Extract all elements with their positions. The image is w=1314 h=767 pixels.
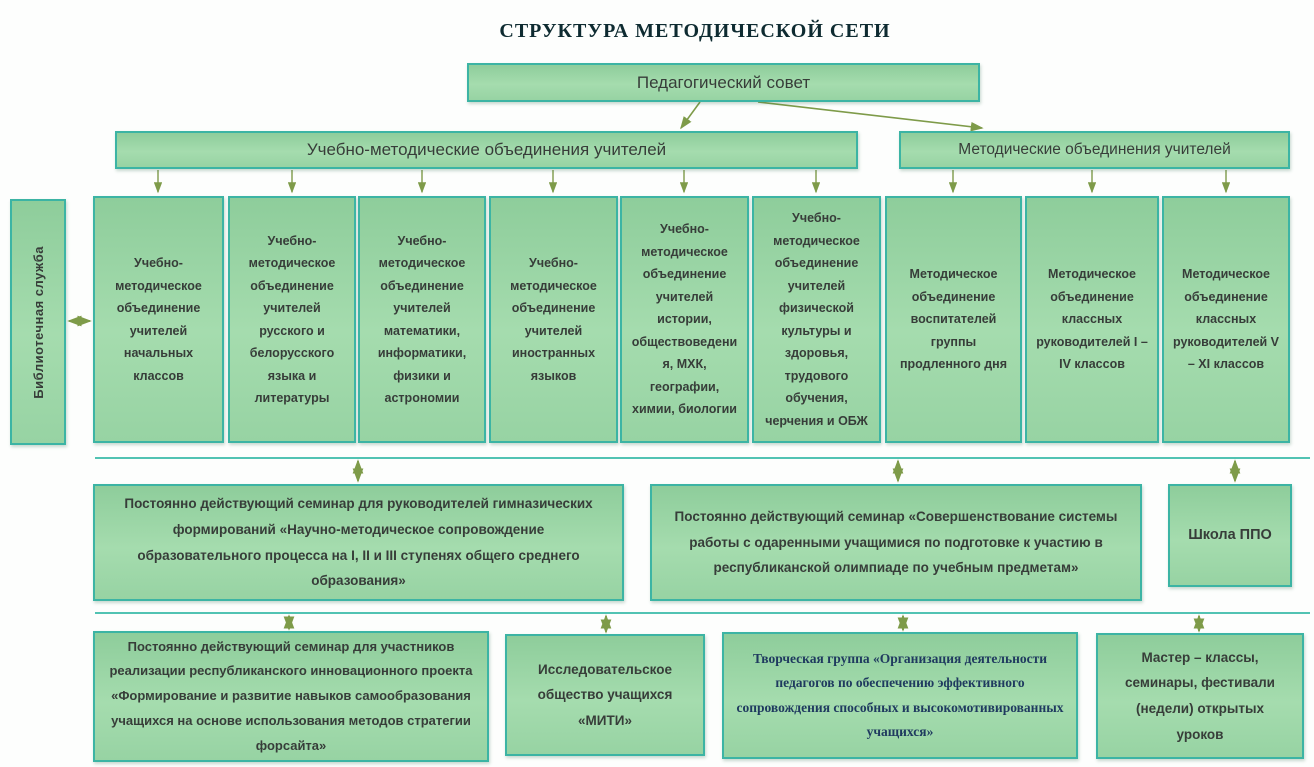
box-mo-header: Методические объединения учителей — [899, 131, 1290, 169]
box-seminar-olympiad: Постоянно действующий семинар «Совершенствование системы работы с одаренными учащимися по подготовке к участию в республиканской олимпиаде по учебным предметам» — [650, 484, 1142, 601]
arrow-council-to-mo — [758, 102, 982, 128]
box-creative-group: Творческая группа «Организация деятельности педагогов по обеспечению эффективного сопровождения способных и высокомотивированных учащихся» — [722, 632, 1078, 759]
library-service-label: Библиотечная служба — [30, 245, 46, 399]
arrow-council-to-umo — [681, 102, 700, 128]
box-assoc-class-1-4: Методическое объединение классных руководителей I – IV классов — [1025, 196, 1159, 443]
box-assoc-history: Учебно-методическое объединение учителей истории, обществоведения, МХК, географии, химии, биологии — [620, 196, 749, 443]
box-seminar-gymnasium: Постоянно действующий семинар для руководителей гимназических формирований «Научно-методическое сопровождение образовательного процесса на I, II и III ступенях общего среднего образования» — [93, 484, 624, 601]
box-master-classes: Мастер – классы, семинары, фестивали (недели) открытых уроков — [1096, 633, 1304, 759]
box-assoc-daycare: Методическое объединение воспитателей группы продленного дня — [885, 196, 1022, 443]
box-assoc-class-5-11: Методическое объединение классных руководителей V – XI классов — [1162, 196, 1290, 443]
box-assoc-primary: Учебно-методическое объединение учителей начальных классов — [93, 196, 224, 443]
box-assoc-physical: Учебно-методическое объединение учителей физической культуры и здоровья, трудового обучения, черчения и ОБЖ — [752, 196, 881, 443]
box-umo-header: Учебно-методические объединения учителей — [115, 131, 858, 169]
box-pedagogical-council: Педагогический совет — [467, 63, 980, 102]
box-assoc-foreign: Учебно-методическое объединение учителей иностранных языков — [489, 196, 618, 443]
box-library-service — [10, 199, 66, 445]
box-seminar-foresight: Постоянно действующий семинар для участников реализации республиканского инновационного проекта «Формирование и развитие навыков самообразования учащихся на основе использования методов стратегии форсайта» — [93, 631, 489, 762]
box-school-ppo: Школа ППО — [1168, 484, 1292, 587]
page-title: СТРУКТУРА МЕТОДИЧЕСКОЙ СЕТИ — [499, 20, 891, 42]
box-assoc-math: Учебно-методическое объединение учителей математики, информатики, физики и астрономии — [358, 196, 486, 443]
box-assoc-rus-bel: Учебно-методическое объединение учителей русского и белорусского языка и литературы — [228, 196, 356, 443]
box-society-miti: Исследовательское общество учащихся «МИТИ» — [505, 634, 705, 756]
